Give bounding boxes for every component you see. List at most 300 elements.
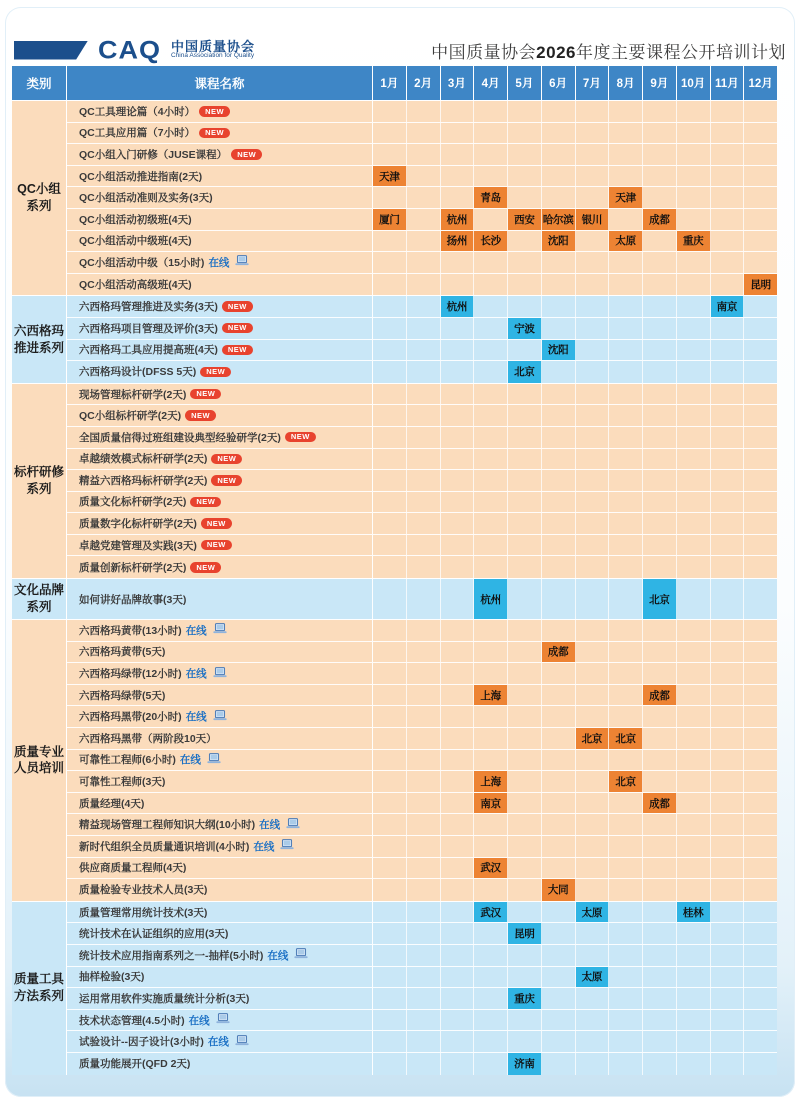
month-cell [373, 771, 407, 792]
month-cell [508, 187, 542, 208]
course-cell [67, 318, 373, 339]
month-cell [373, 470, 407, 491]
month-cell [643, 706, 677, 727]
city-cell: 南京 [711, 296, 745, 317]
course-name: 卓越绩效模式标杆研学(2天) [79, 453, 208, 466]
month-cell [407, 836, 441, 857]
course-name: 六西格玛黄带(13小时) [79, 624, 182, 637]
month-cell [677, 318, 711, 339]
city-cell: 成都 [643, 793, 677, 814]
month-cell [677, 771, 711, 792]
month-cell [711, 166, 745, 187]
city-cell: 成都 [643, 209, 677, 230]
month-cell [576, 492, 610, 513]
month-cell [711, 405, 745, 426]
online-laptop-icon [213, 667, 227, 681]
city-cell: 太原 [576, 967, 610, 988]
course-row [67, 579, 777, 619]
month-cell [576, 535, 610, 556]
month-cell [744, 945, 777, 966]
month-cell [508, 296, 542, 317]
course-cell [67, 858, 373, 879]
month-cell [677, 535, 711, 556]
month-cell [373, 492, 407, 513]
month-cell [474, 642, 508, 663]
month-cell [373, 231, 407, 252]
month-cell [441, 1031, 475, 1052]
logo-caq-letters: CAQ [98, 35, 161, 64]
course-name: 精益现场管理工程师知识大纲(10小时) [79, 819, 256, 832]
city-cell: 北京 [643, 579, 677, 619]
course-row [67, 231, 777, 253]
online-label: 在线 [185, 624, 207, 637]
month-cell [643, 318, 677, 339]
course-row [67, 296, 777, 318]
course-cell [67, 231, 373, 252]
month-cell [711, 1010, 745, 1031]
month-cell [474, 1010, 508, 1031]
online-laptop-icon [213, 710, 227, 724]
course-name: 现场管理标杆研学(2天) [79, 388, 187, 401]
month-cell [744, 685, 777, 706]
month-cell [609, 384, 643, 405]
month-cell [542, 535, 576, 556]
course-cell [67, 771, 373, 792]
month-cell [576, 879, 610, 901]
month-cell [576, 663, 610, 684]
month-cell [609, 535, 643, 556]
city-cell: 成都 [643, 685, 677, 706]
month-cell [373, 318, 407, 339]
course-row [67, 836, 777, 858]
month-cell [744, 642, 777, 663]
course-cell [67, 620, 373, 641]
title-year: 2026 [536, 42, 576, 62]
table-header-row [12, 66, 777, 100]
online-laptop-icon [235, 255, 249, 269]
logo-flag-shape [14, 41, 88, 60]
month-cell [373, 405, 407, 426]
section-2 [12, 295, 777, 382]
month-cell [711, 449, 745, 470]
month-cell [542, 449, 576, 470]
month-cell [643, 513, 677, 534]
month-cell [373, 340, 407, 361]
month-cell [441, 967, 475, 988]
month-cell [677, 793, 711, 814]
course-cell [67, 923, 373, 944]
month-cell [407, 166, 441, 187]
month-cell [508, 252, 542, 273]
month-cell [542, 123, 576, 144]
month-cell [441, 144, 475, 165]
month-cell [576, 1031, 610, 1052]
city-cell: 扬州 [441, 231, 475, 252]
month-cell [407, 750, 441, 771]
month-cell [373, 144, 407, 165]
month-cell [373, 513, 407, 534]
course-cell [67, 879, 373, 901]
month-cell [407, 1053, 441, 1075]
month-cell [711, 579, 745, 619]
month-cell [373, 836, 407, 857]
month-cell [677, 858, 711, 879]
month-cell [407, 642, 441, 663]
month-cell [744, 858, 777, 879]
category-cell: 六西格玛 推进系列 [12, 296, 67, 382]
month-cell [576, 1010, 610, 1031]
month-cell [508, 1031, 542, 1052]
city-cell: 上海 [474, 771, 508, 792]
month-cell [542, 836, 576, 857]
city-cell: 杭州 [441, 296, 475, 317]
month-cell [576, 318, 610, 339]
course-name: 质量检验专业技术人员(3天) [79, 884, 208, 897]
month-cell [643, 405, 677, 426]
month-cell [373, 252, 407, 273]
month-cell [474, 209, 508, 230]
month-cell [441, 535, 475, 556]
course-name: QC工具应用篇（7小时） [79, 127, 196, 140]
course-cell [67, 750, 373, 771]
logo-org-name-cn: 中国质量协会 [171, 38, 256, 54]
month-cell [508, 771, 542, 792]
month-cell [373, 1010, 407, 1031]
month-cell [576, 340, 610, 361]
section-rows [67, 579, 777, 619]
month-cell [576, 579, 610, 619]
month-cell [474, 879, 508, 901]
course-name: 六西格玛管理推进及实务(3天) [79, 301, 218, 314]
month-cell [677, 187, 711, 208]
course-cell [67, 556, 373, 578]
month-cell [508, 728, 542, 749]
month-cell [542, 318, 576, 339]
month-cell [542, 858, 576, 879]
month-cell [744, 967, 777, 988]
month-cell [373, 427, 407, 448]
course-cell [67, 492, 373, 513]
course-name: QC小组活动准则及实务(3天) [79, 192, 213, 205]
online-label: 在线 [185, 711, 207, 724]
course-row [67, 988, 777, 1010]
month-cell [643, 231, 677, 252]
month-cell [576, 449, 610, 470]
city-cell: 北京 [508, 361, 542, 383]
month-cell [474, 166, 508, 187]
month-cell [711, 470, 745, 491]
month-cell [542, 685, 576, 706]
new-badge: NEW [199, 128, 230, 139]
month-cell [542, 144, 576, 165]
course-row [67, 902, 777, 924]
course-name: 质量数字化标杆研学(2天) [79, 518, 197, 531]
month-cell [542, 967, 576, 988]
month-cell [643, 556, 677, 578]
month-cell [542, 902, 576, 923]
month-cell [373, 814, 407, 835]
month-cell [677, 728, 711, 749]
new-badge: NEW [185, 410, 216, 421]
month-cell [609, 579, 643, 619]
month-cell [407, 296, 441, 317]
course-row [67, 405, 777, 427]
month-cell [677, 166, 711, 187]
month-cell [373, 967, 407, 988]
month-cell [508, 427, 542, 448]
month-cell [441, 923, 475, 944]
month-header-7: 7月 [576, 66, 610, 100]
month-cell [711, 620, 745, 641]
month-cell [711, 793, 745, 814]
month-cell [744, 513, 777, 534]
course-cell [67, 1031, 373, 1052]
section-rows [67, 620, 777, 901]
month-cell [474, 513, 508, 534]
month-cell [373, 793, 407, 814]
month-cell [407, 187, 441, 208]
month-cell [677, 556, 711, 578]
course-name: 六西格玛工具应用提高班(4天) [79, 344, 218, 357]
month-cell [373, 296, 407, 317]
month-cell [441, 750, 475, 771]
online-laptop-icon [286, 818, 300, 832]
month-cell [441, 879, 475, 901]
month-cell [609, 274, 643, 296]
section-1 [12, 100, 777, 295]
month-cell [609, 252, 643, 273]
month-cell [441, 340, 475, 361]
month-cell [744, 318, 777, 339]
month-cell [474, 535, 508, 556]
course-cell [67, 706, 373, 727]
course-name: 抽样检验(3天) [79, 971, 145, 984]
month-cell [609, 642, 643, 663]
month-cell [576, 123, 610, 144]
course-name: 六西格玛设计(DFSS 5天) [79, 366, 197, 379]
category-cell: 标杆研修 系列 [12, 384, 67, 578]
month-cell [508, 535, 542, 556]
course-cell [67, 967, 373, 988]
month-cell [407, 1031, 441, 1052]
online-label: 在线 [188, 1014, 210, 1027]
course-row [67, 685, 777, 707]
month-cell [677, 879, 711, 901]
section-rows [67, 296, 777, 382]
month-cell [441, 728, 475, 749]
month-cell [508, 231, 542, 252]
online-label: 在线 [179, 754, 201, 767]
course-name: 六西格玛项目管理及评价(3天) [79, 322, 218, 335]
month-cell [508, 902, 542, 923]
online-label: 在线 [208, 256, 230, 269]
course-row [67, 556, 777, 578]
category-cell: 文化品牌 系列 [12, 579, 67, 619]
month-cell [609, 967, 643, 988]
month-cell [542, 296, 576, 317]
month-cell [576, 361, 610, 383]
month-cell [373, 706, 407, 727]
month-cell [373, 579, 407, 619]
course-name: QC小组标杆研学(2天) [79, 410, 182, 423]
city-cell: 沈阳 [542, 231, 576, 252]
course-cell [67, 1010, 373, 1031]
month-cell [474, 967, 508, 988]
month-cell [677, 923, 711, 944]
month-cell [609, 814, 643, 835]
course-row [67, 1031, 777, 1053]
course-row [67, 274, 777, 296]
month-cell [373, 642, 407, 663]
month-cell [474, 988, 508, 1009]
month-cell [609, 361, 643, 383]
city-cell: 厦门 [373, 209, 407, 230]
month-cell [407, 384, 441, 405]
month-cell [643, 427, 677, 448]
month-cell [711, 642, 745, 663]
month-cell [576, 620, 610, 641]
month-cell [373, 620, 407, 641]
month-cell [508, 556, 542, 578]
month-cell [609, 902, 643, 923]
month-cell [441, 836, 475, 857]
month-cell [576, 231, 610, 252]
course-cell [67, 579, 373, 619]
month-cell [407, 535, 441, 556]
month-cell [474, 427, 508, 448]
month-header-5: 5月 [508, 66, 542, 100]
month-cell [643, 296, 677, 317]
month-cell [508, 340, 542, 361]
month-cell [508, 470, 542, 491]
month-cell [609, 1031, 643, 1052]
month-cell [407, 771, 441, 792]
month-cell [609, 685, 643, 706]
city-cell: 重庆 [677, 231, 711, 252]
month-cell [677, 836, 711, 857]
new-badge: NEW [222, 323, 253, 334]
course-row [67, 728, 777, 750]
month-cell [576, 427, 610, 448]
month-cell [643, 166, 677, 187]
course-row [67, 123, 777, 145]
month-cell [609, 945, 643, 966]
month-cell [677, 620, 711, 641]
logo-org-name-en: China Association for Quality [171, 52, 255, 60]
month-cell [407, 470, 441, 491]
month-cell [677, 814, 711, 835]
online-laptop-icon [207, 753, 221, 767]
month-cell [711, 187, 745, 208]
month-cell [474, 836, 508, 857]
month-cell [609, 340, 643, 361]
month-cell [576, 793, 610, 814]
month-cell [744, 814, 777, 835]
course-row [67, 492, 777, 514]
course-row [67, 252, 777, 274]
month-cell [407, 427, 441, 448]
month-cell [677, 1031, 711, 1052]
month-cell [677, 967, 711, 988]
course-cell [67, 405, 373, 426]
month-cell [474, 728, 508, 749]
month-cell [441, 384, 475, 405]
month-header-10: 10月 [677, 66, 711, 100]
month-cell [441, 814, 475, 835]
month-cell [576, 988, 610, 1009]
month-cell [576, 144, 610, 165]
month-cell [508, 1010, 542, 1031]
city-cell: 银川 [576, 209, 610, 230]
month-cell [711, 945, 745, 966]
city-cell: 哈尔滨 [542, 209, 576, 230]
month-cell [609, 209, 643, 230]
city-cell: 西安 [508, 209, 542, 230]
city-cell: 济南 [508, 1053, 542, 1075]
month-cell [711, 879, 745, 901]
new-badge: NEW [285, 432, 316, 443]
month-cell [711, 556, 745, 578]
month-cell [711, 902, 745, 923]
month-cell [474, 556, 508, 578]
month-cell [474, 706, 508, 727]
month-cell [576, 384, 610, 405]
month-cell [643, 252, 677, 273]
training-schedule-table [12, 66, 777, 1075]
month-cell [744, 620, 777, 641]
course-cell [67, 274, 373, 296]
month-cell [373, 728, 407, 749]
city-cell: 昆明 [744, 274, 777, 296]
month-cell [407, 620, 441, 641]
course-row [67, 879, 777, 901]
month-cell [508, 836, 542, 857]
course-row [67, 144, 777, 166]
category-cell: 质量专业 人员培训 [12, 620, 67, 901]
page-title: 中国质量协会2026年度主要课程公开培训计划 [431, 42, 786, 62]
month-cell [711, 361, 745, 383]
month-cell [677, 144, 711, 165]
month-cell [508, 967, 542, 988]
course-name: 六西格玛黑带（两阶段10天） [79, 732, 217, 745]
course-name: 可靠性工程师(3天) [79, 776, 166, 789]
month-cell [542, 513, 576, 534]
month-cell [508, 513, 542, 534]
course-cell [67, 945, 373, 966]
month-cell [407, 101, 441, 122]
month-cell [441, 274, 475, 296]
course-cell [67, 814, 373, 835]
course-cell [67, 449, 373, 470]
online-label: 在线 [267, 949, 289, 962]
month-cell [677, 579, 711, 619]
month-cell [677, 945, 711, 966]
month-cell [407, 492, 441, 513]
month-cell [643, 361, 677, 383]
course-row [67, 1010, 777, 1032]
online-label: 在线 [253, 840, 275, 853]
online-laptop-icon [280, 839, 294, 853]
course-name: 全国质量信得过班组建设典型经验研学(2天) [79, 431, 281, 444]
new-badge: NEW [231, 149, 262, 160]
month-cell [744, 470, 777, 491]
month-cell [677, 492, 711, 513]
course-cell [67, 1053, 373, 1075]
new-badge: NEW [199, 106, 230, 117]
month-cell [474, 340, 508, 361]
month-cell [542, 252, 576, 273]
course-row [67, 945, 777, 967]
